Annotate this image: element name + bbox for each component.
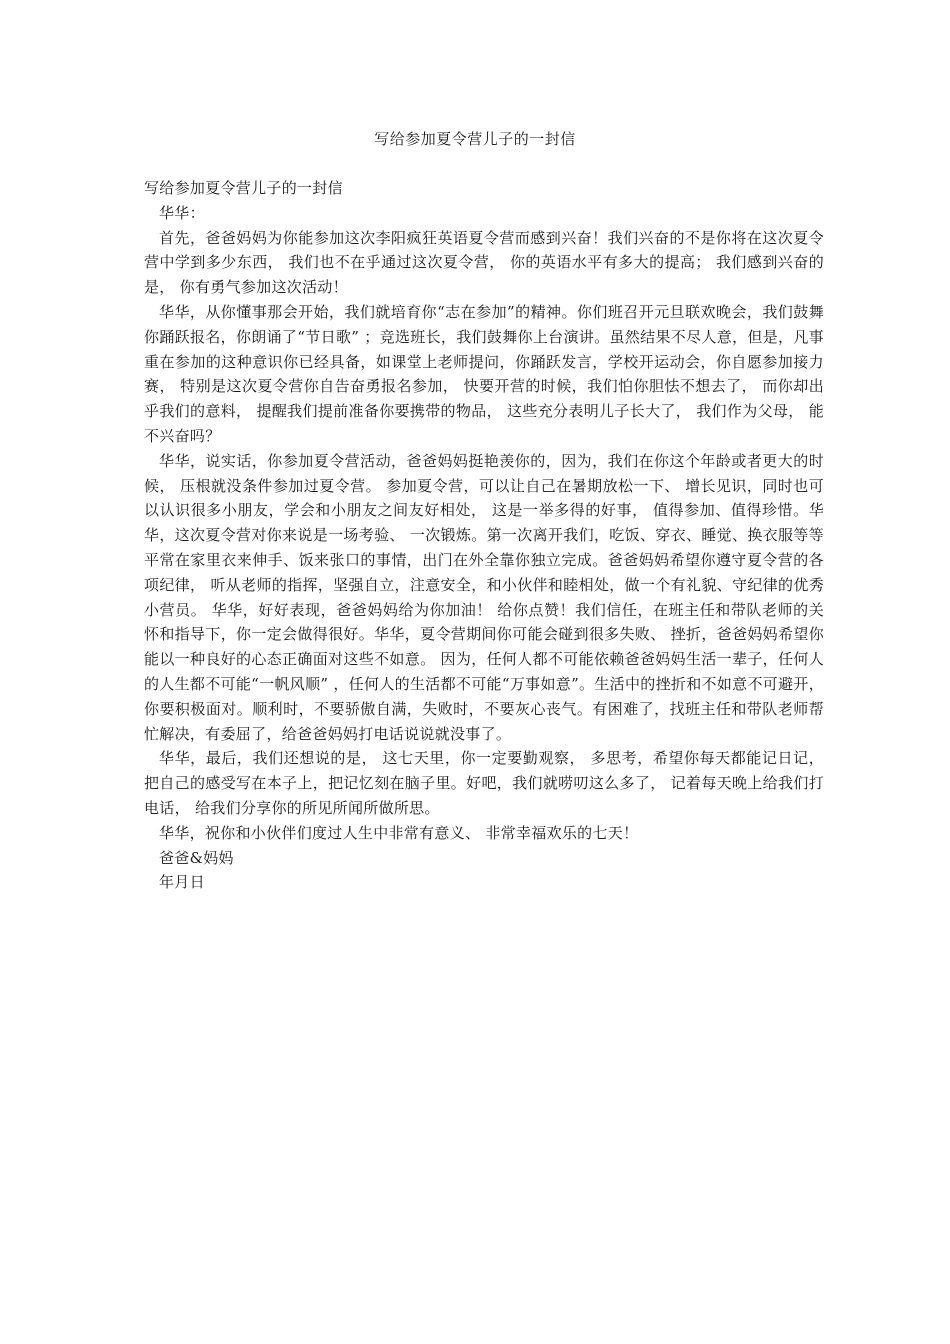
letter-paragraph: 华华，最后，我们还想说的是， 这七天里，你一定要勤观察， 多思考，希望你每天都能记日记，把自己的感受写在本子上，把记忆刻在脑子里。好吧，我们就唠叨这么多了， 记着每天晚上给我们打电话， 给我们分享你的所见所闻所做所思。 (144, 749, 824, 817)
letter-paragraph: 华华，从你懂事那会开始，我们就培育你“志在参加”的精神。你们班召开元旦联欢晚会，我们鼓舞你踊跃报名，你朗诵了“节日歌” ；竞选班长，我们鼓舞你上台演讲。虽然结果不尽人意，但是，凡事重在参加的这种意识你已经具备，如课堂上老师提问，你踊跃发言，学校开运动会，你自愿参加接力赛， 特别是这次夏令营你自告奋勇报名参加， 快要开营的时候，我们怕你胆怯不想去了， 而你却出乎我们的意料， 提醒我们提前准备你要携带的物品， 这些充分表明儿子长大了， 我们作为父母， 能不兴奋吗？ (144, 302, 824, 445)
letter-paragraph: 华华，说实话，你参加夏令营活动，爸爸妈妈挺艳羡你的，因为，我们在你这个年龄或者更大的时候， 压根就没条件参加过夏令营。 参加夏令营，可以让自己在暑期放松一下、 增长见识，同时也可以认识很多小朋友，学会和小朋友之间友好相处， 这是一举多得的好事， 值得参加、值得珍惜。华华，这次夏令营对你来说是一场考验、 一次锻炼。第一次离开我们，吃饭、穿衣、睡觉、换衣服等等平常在家里衣来伸手、饭来张口的事情，出门在外全靠你独立完成。爸爸妈妈希望你遵守夏令营的各项纪律， 听从老师的指挥，坚强自立，注意安全，和小伙伴和睦相处，做一个有礼貌、守纪律的优秀小营员。 华华，好好表现，爸爸妈妈给为你加油！ 给你点赞！我们信任，在班主任和带队老师的关怀和指导下，你一定会做得很好。华华，夏令营期间你可能会碰到很多失败、 挫折，爸爸妈妈希望你能以一种良好的心态正确面对这些不如意。 因为，任何人都不可能依赖爸爸妈妈生活一辈子，任何人的人生都不可能“一帆风顺” ，任何人的生活都不可能“万事如意”。生活中的挫折和不如意不可避开，你要积极面对。顺利时，不要骄傲自满，失败时，不要灰心丧气。有困难了，找班主任和带队老师帮忙解决，有委屈了，给爸爸妈妈打电话说说就没事了。 (144, 451, 824, 743)
letter-date: 年月日 (159, 873, 205, 892)
letter-body (144, 176, 824, 895)
letter-salutation: 华华： (159, 203, 205, 222)
letter-signature: 爸爸&妈妈 (159, 848, 234, 867)
letter-paragraph: 华华，祝你和小伙伴们度过人生中非常有意义、 非常幸福欢乐的七天！ (159, 823, 639, 842)
document-title: 写给参加夏令营儿子的一封信 (374, 130, 576, 148)
letter-heading: 写给参加夏令营儿子的一封信 (144, 179, 343, 197)
letter-paragraph: 首先，爸爸妈妈为你能参加这次李阳疯狂英语夏令营而感到兴奋！我们兴奋的不是你将在这次夏令营中学到多少东西， 我们也不在乎通过这次夏令营， 你的英语水平有多大的提高； 我们感到兴奋的是， 你有勇气参加这次活动！ (144, 228, 824, 297)
